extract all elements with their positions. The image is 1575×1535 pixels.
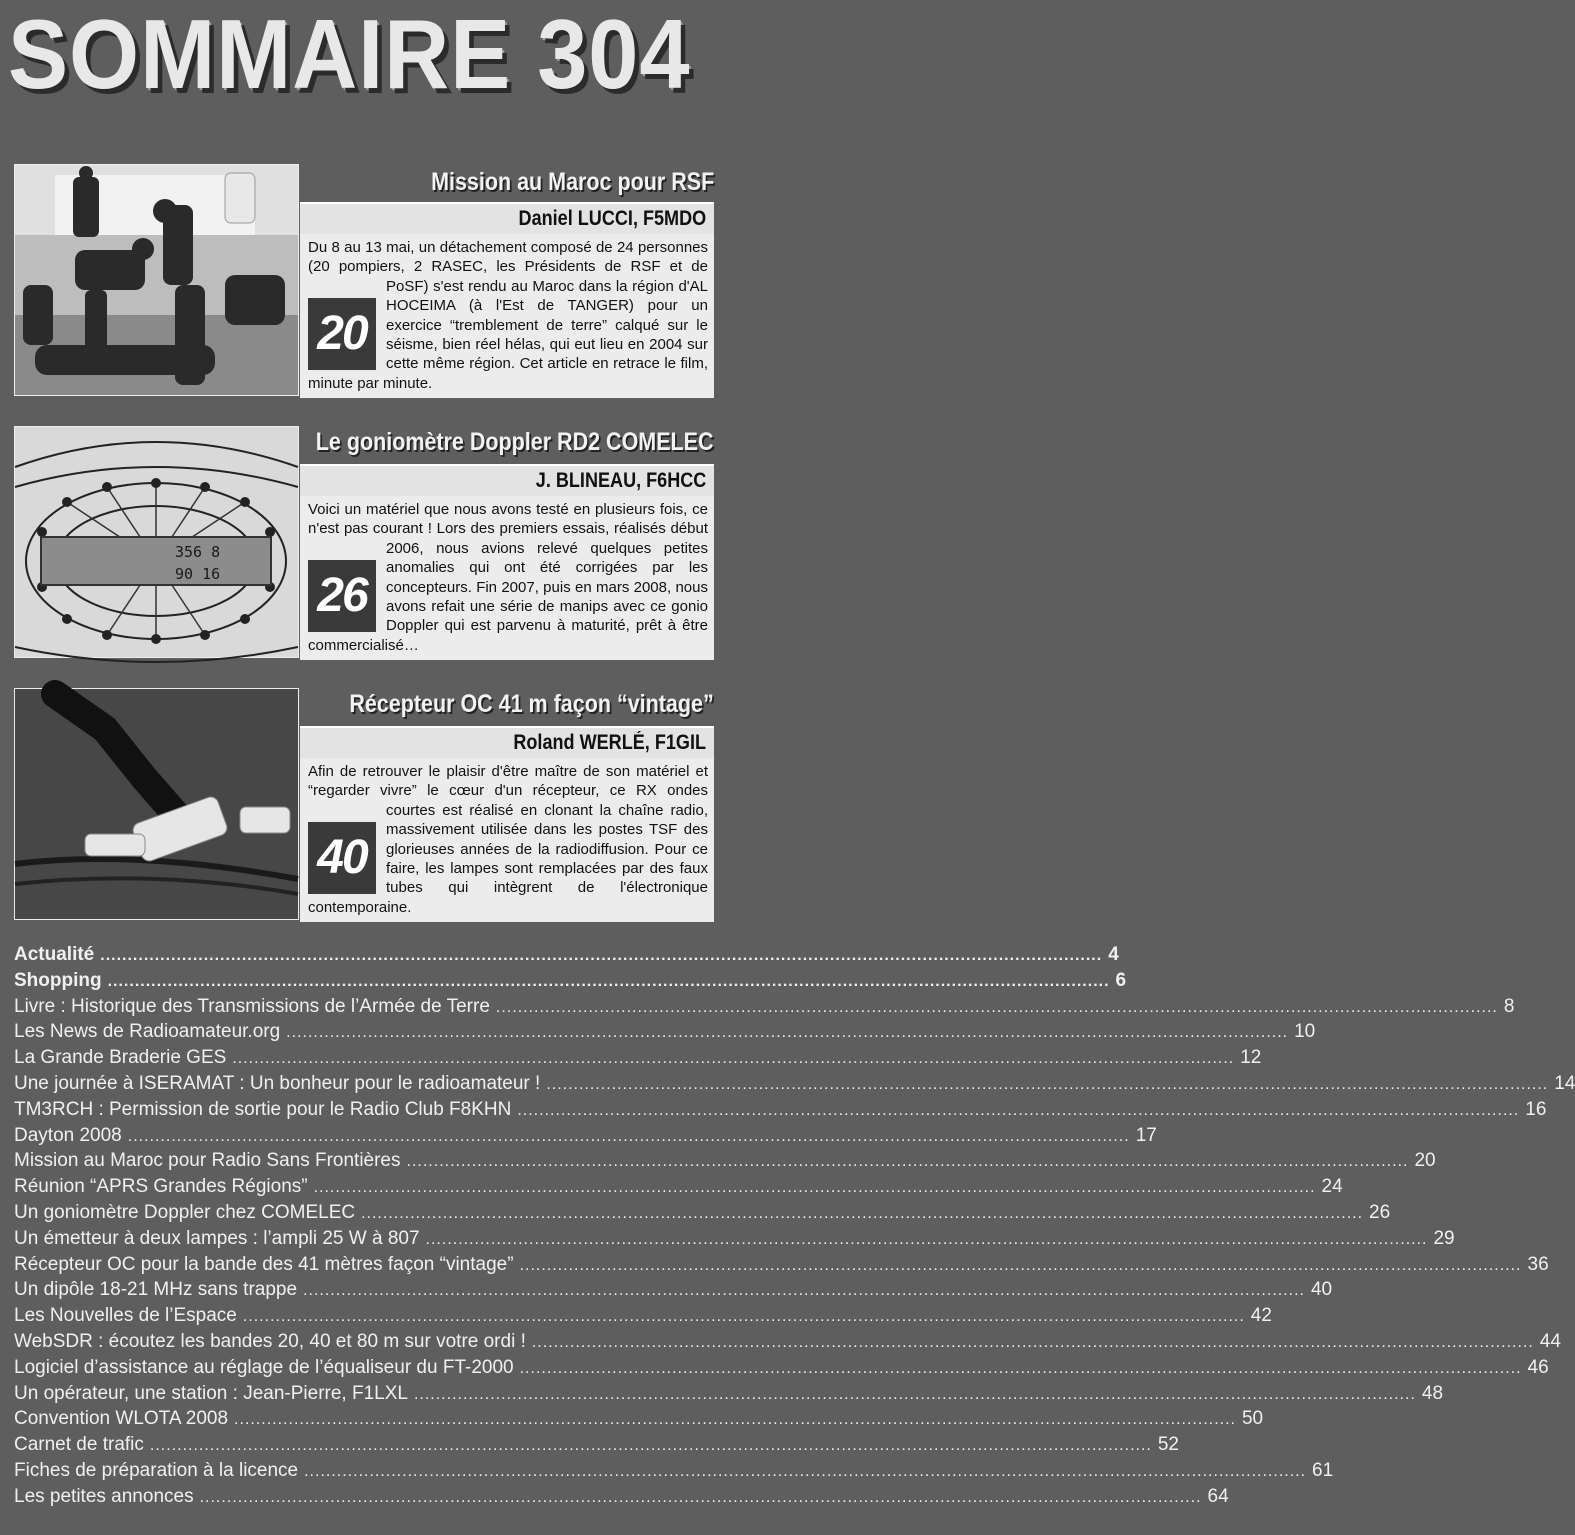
toc-leader-dots: ........................................................................................................................................................................................ <box>313 1179 1316 1197</box>
toc-leader-dots: ........................................................................................................................................................................................ <box>546 1075 1549 1093</box>
toc-entry[interactable] <box>14 1305 1272 1331</box>
tube-antenna-photo <box>14 688 299 920</box>
page-number-badge[interactable]: 40 <box>308 822 376 894</box>
display-line-1: 356 8 <box>175 543 221 561</box>
toc-entry[interactable] <box>14 1124 1157 1151</box>
toc-leader-dots: ........................................................................................................................................................................................ <box>406 1153 1409 1171</box>
toc-entry-page: 4 <box>1108 944 1119 965</box>
article-summary <box>300 234 714 398</box>
toc-entry-page: 12 <box>1240 1047 1262 1069</box>
toc-entry-title: Fiches de préparation à la licence <box>14 1459 299 1481</box>
toc-entry-page: 14 <box>1554 1072 1575 1094</box>
toc-entry-title: Les petites annonces <box>14 1485 194 1507</box>
toc-leader-dots: ........................................................................................................................................................................................ <box>234 1411 1236 1429</box>
toc-entry-page: 50 <box>1241 1408 1264 1430</box>
toc-entry-title: Les News de Radioamateur.org <box>14 1021 281 1043</box>
author-bar <box>300 464 714 498</box>
toc-entry-page: 42 <box>1250 1305 1272 1327</box>
toc-entry-page: 16 <box>1525 1098 1547 1120</box>
article-summary-text: Du 8 au 13 mai, un détachement composé de 24 personnes (20 pompiers, 2 RASEC, les Présidents de RSF et de PoSF) s'est rendu au Maroc dans la région d'AL HOCEIMA (à l'Est de TANGER) pour un exercice “tremblement de terre” calqué sur le séisme, bien réel hélas, qui eut lieu en 2004 sur cette même région. Cet article en retrace le film, minute par minute. <box>308 239 708 392</box>
toc-leader-dots: ........................................................................................................................................................................................ <box>242 1308 1245 1326</box>
article-title[interactable]: Récepteur OC 41 m façon “vintage” <box>349 690 714 718</box>
author-bar <box>300 202 714 236</box>
toc-leader-dots: ........................................................................................................................................................................................ <box>517 1101 1520 1119</box>
toc-entry-title: Réunion “APRS Grandes Régions” <box>14 1176 308 1198</box>
toc-leader-dots: ........................................................................................................................................................................................ <box>519 1359 1522 1377</box>
rescue-exercise-photo <box>14 164 299 396</box>
article-summary <box>300 758 714 922</box>
toc-leader-dots: ........................................................................................................................................................................................ <box>107 972 1110 990</box>
toc-entry[interactable] <box>14 1459 1334 1486</box>
toc-entry-page: 61 <box>1312 1459 1334 1481</box>
article-title[interactable]: Mission au Maroc pour RSF <box>430 168 714 196</box>
toc-entry-title: Une journée à ISERAMAT : Un bonheur pour le radioamateur ! <box>14 1072 541 1094</box>
author-name: J. BLINEAU, F6HCC <box>535 469 706 492</box>
toc-entry[interactable] <box>14 1227 1455 1254</box>
toc-leader-dots: ........................................................................................................................................................................................ <box>531 1333 1534 1351</box>
toc-entry-title: Les Nouvelles de l’Espace <box>14 1305 237 1327</box>
toc-leader-dots: ........................................................................................................................................................................................ <box>100 947 1103 964</box>
toc-leader-dots: ........................................................................................................................................................................................ <box>425 1230 1428 1248</box>
toc-entry-title: Convention WLOTA 2008 <box>14 1408 229 1430</box>
display-line-2: 90 16 <box>175 565 221 583</box>
toc-entry[interactable] <box>14 1356 1549 1383</box>
toc-entry[interactable] <box>14 1098 1547 1125</box>
author-name: Roland WERLÉ, F1GIL <box>513 731 706 754</box>
toc-entry[interactable] <box>14 1201 1391 1228</box>
toc-leader-dots: ........................................................................................................................................................................................ <box>232 1050 1235 1068</box>
toc-entry[interactable] <box>14 1253 1549 1280</box>
toc-leader-dots: ........................................................................................................................................................................................ <box>127 1127 1130 1145</box>
toc-entry-title: WebSDR : écoutez les bandes 20, 40 et 80 m sur votre ordi ! <box>14 1330 526 1352</box>
toc-entry[interactable] <box>14 1047 1262 1073</box>
toc-entry-page: 44 <box>1539 1330 1561 1352</box>
toc-entry[interactable] <box>14 944 1119 970</box>
toc-leader-dots: ........................................................................................................................................................................................ <box>495 998 1498 1016</box>
toc-entry[interactable] <box>14 1072 1575 1099</box>
toc-leader-dots: ........................................................................................................................................................................................ <box>304 1462 1307 1480</box>
article-summary-text: Voici un matériel que nous avons testé en plusieurs fois, ce n'est pas courant ! Lors des premiers essais, réalisés début 2006, nous avions relevé quelques petites anomalies qui ont été corrigées par les concepteurs. Fin 2007, puis en mars 2008, nous avons refait une série de manips avec ce gonio Doppler qui est parvenu à maturité, prêt à être commercialisé… <box>308 501 708 654</box>
article-summary <box>300 496 714 660</box>
toc-entry[interactable] <box>14 1176 1343 1202</box>
toc-entry-title: Mission au Maroc pour Radio Sans Frontières <box>14 1150 401 1172</box>
toc-entry-page: 10 <box>1294 1021 1316 1043</box>
doppler-display-photo <box>14 426 299 658</box>
toc-entry[interactable] <box>14 1330 1561 1357</box>
author-name: Daniel LUCCI, F5MDO <box>518 207 706 230</box>
toc-leader-dots: ........................................................................................................................................................................................ <box>199 1488 1202 1506</box>
toc-entry-title: Un goniomètre Doppler chez COMELEC <box>14 1201 356 1223</box>
toc-entry-title: Carnet de trafic <box>14 1434 144 1456</box>
toc-entry-page: 6 <box>1115 969 1127 991</box>
page-title: SOMMAIRE 304 <box>8 0 691 109</box>
toc-entry[interactable] <box>14 995 1515 1022</box>
toc-entry[interactable] <box>14 1279 1333 1305</box>
article-summary-text: Afin de retrouver le plaisir d'être maître de son matériel et “regarder vivre” le cœur d'un récepteur, ce RX ondes courtes est réalisé en clonant la chaîne radio, massivement utilisée dans les postes TSF des glorieuses années de la radiodiffusion. Pour ce faire, les lampes sont remplacées par des faux tubes qui intègrent de l'électronique contemporaine. <box>308 763 708 916</box>
toc-leader-dots: ........................................................................................................................................................................................ <box>303 1282 1305 1300</box>
masthead <box>0 0 723 140</box>
toc-entry-page: 64 <box>1207 1485 1229 1507</box>
toc-leader-dots: ........................................................................................................................................................................................ <box>519 1256 1522 1274</box>
toc-leader-dots: ........................................................................................................................................................................................ <box>413 1385 1416 1403</box>
toc-entry-page: 20 <box>1414 1150 1436 1172</box>
toc-entry-page: 26 <box>1369 1201 1391 1223</box>
toc-entry-title: Actualité <box>14 944 95 965</box>
toc-leader-dots: ........................................................................................................................................................................................ <box>149 1437 1152 1455</box>
toc-entry-page: 8 <box>1503 995 1515 1017</box>
article-title[interactable]: Le goniomètre Doppler RD2 COMELEC <box>316 428 714 456</box>
toc-entry[interactable] <box>14 1150 1436 1176</box>
toc-entry-title: Un émetteur à deux lampes : l’ampli 25 W à 807 <box>14 1227 420 1249</box>
toc-leader-dots: ........................................................................................................................................................................................ <box>286 1024 1289 1042</box>
toc-entry[interactable] <box>14 1021 1316 1047</box>
toc-entry-title: Un opérateur, une station : Jean-Pierre, F1LXL <box>14 1382 408 1404</box>
toc-entry-title: Shopping <box>14 969 102 991</box>
toc-entry-title: Un dipôle 18-21 MHz sans trappe <box>14 1279 298 1301</box>
toc-entry-title: Livre : Historique des Transmissions de l’Armée de Terre <box>14 995 490 1017</box>
toc-entry-title: Logiciel d’assistance au réglage de l’équaliseur du FT-2000 <box>14 1356 514 1378</box>
page-number-badge[interactable]: 20 <box>308 298 376 370</box>
toc-entry-page: 17 <box>1135 1124 1157 1146</box>
article-mission-maroc[interactable] <box>14 164 714 398</box>
toc-entry[interactable] <box>14 1382 1444 1409</box>
toc-leader-dots: ........................................................................................................................................................................................ <box>361 1204 1364 1222</box>
toc-entry[interactable] <box>14 969 1127 996</box>
toc-entry[interactable] <box>14 1434 1179 1460</box>
toc-entry-page: 52 <box>1157 1434 1179 1456</box>
toc-entry-title: Récepteur OC pour la bande des 41 mètres façon “vintage” <box>14 1253 514 1275</box>
article-recepteur[interactable] <box>14 688 714 922</box>
toc-entry-page: 24 <box>1321 1176 1343 1198</box>
article-goniometre[interactable] <box>14 426 714 660</box>
toc-entry-page: 36 <box>1527 1253 1549 1275</box>
author-bar <box>300 726 714 760</box>
toc-entry-page: 46 <box>1527 1356 1549 1378</box>
toc-entry[interactable] <box>14 1485 1229 1512</box>
toc-entry-title: La Grande Braderie GES <box>14 1047 227 1069</box>
toc-entry-title: TM3RCH : Permission de sortie pour le Radio Club F8KHN <box>14 1098 512 1120</box>
page-number-badge[interactable]: 26 <box>308 560 376 632</box>
toc-entry-page: 29 <box>1433 1227 1455 1249</box>
toc-entry[interactable] <box>14 1408 1264 1434</box>
table-of-contents <box>14 944 1575 1512</box>
toc-entry-title: Dayton 2008 <box>14 1124 122 1146</box>
toc-entry-page: 48 <box>1421 1382 1444 1404</box>
toc-entry-page: 40 <box>1310 1279 1333 1301</box>
